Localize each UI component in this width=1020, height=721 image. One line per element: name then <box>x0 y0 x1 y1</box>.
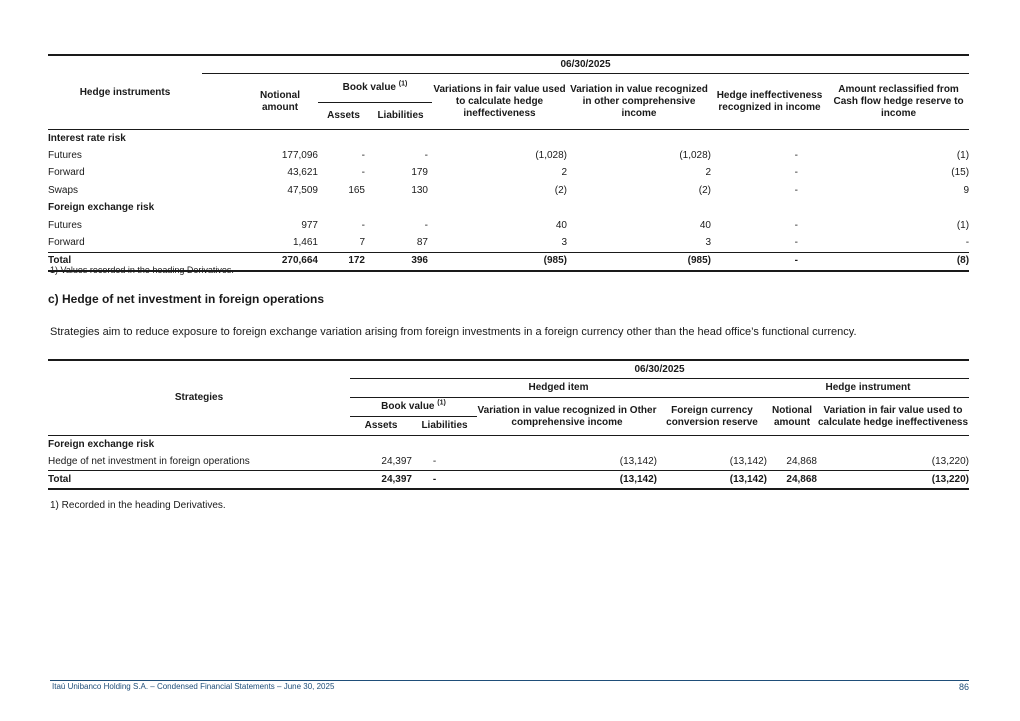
cell-assets: 7 <box>359 237 365 249</box>
header-date-2: 06/30/2025 <box>350 360 969 379</box>
cell-reclassified: 9 <box>963 184 970 196</box>
cell-variation-fv: (1,028) <box>535 150 567 162</box>
section-row <box>48 200 969 217</box>
cell-notional: 47,509 <box>287 184 318 196</box>
table-row <box>48 234 969 252</box>
hedge-instruments-table <box>48 54 969 272</box>
total-liabilities: - <box>412 471 477 490</box>
cell-notional: 977 <box>301 219 318 231</box>
cell-ineffectiveness: - <box>794 237 798 249</box>
header-book-value-2: Book value $^{(1)}$ <box>350 398 477 417</box>
total-variation-oci: (985) <box>567 252 711 271</box>
row-label: Forward <box>48 237 85 249</box>
total-fx-reserve: (13,142) <box>657 471 767 490</box>
footer-text: Itaú Unibanco Holding S.A. – Condensed Financial Statements – June 30, 2025 <box>52 682 335 691</box>
section-row-fx-risk: Foreign exchange risk <box>48 438 155 450</box>
cell-variation-fv: 40 <box>555 219 567 231</box>
net-investment-hedge-table <box>48 359 969 490</box>
cell-reclassified: (1) <box>956 219 970 231</box>
cell-variation-oci: 3 <box>705 237 711 249</box>
section-description: Strategies aim to reduce exposure to foreign exchange variation arising from foreign investments in a foreign currency other than the head office’s functional currency. <box>50 326 857 338</box>
cell-variation-fv: 3 <box>561 237 567 249</box>
row-label: Hedge of net investment in foreign operations <box>48 455 250 467</box>
cell-notional: 1,461 <box>292 237 318 249</box>
cell-ineffectiveness: - <box>794 219 798 231</box>
table-row <box>48 453 969 471</box>
cell-reclassified: (15) <box>951 167 970 179</box>
page-number: 86 <box>958 682 969 692</box>
cell-variation-oci: 40 <box>699 219 711 231</box>
header-variation-oci-2: Variation in value recognized in Other comprehensive income <box>477 398 657 436</box>
cell-variation-oci: (13,142) <box>619 455 657 467</box>
cell-liabilities: 87 <box>416 237 428 249</box>
header-variation-oci: Variation in value recognized in other comprehensive income <box>567 74 711 130</box>
table-row <box>48 182 969 199</box>
cell-liabilities: 179 <box>411 167 428 179</box>
total-ineffectiveness: - <box>711 252 828 271</box>
row-label: Futures <box>48 150 82 162</box>
cell-ineffectiveness: - <box>794 184 798 196</box>
cell-liabilities: 130 <box>411 184 428 196</box>
total-row <box>48 471 969 490</box>
header-strategies: Strategies <box>48 360 350 436</box>
cell-notional: 177,096 <box>281 150 318 162</box>
table-row <box>48 165 969 182</box>
row-label: Swaps <box>48 184 79 196</box>
header-hedged-item: Hedged item <box>350 379 767 398</box>
cell-variation-fv: 2 <box>561 167 567 179</box>
cell-assets: - <box>361 150 365 162</box>
cell-variation-fv: (2) <box>554 184 567 196</box>
total-assets: 172 <box>318 252 369 271</box>
table-row <box>48 217 969 234</box>
header-reclassified: Amount reclassified from Cash flow hedge reserve to income <box>828 74 969 130</box>
total-variation-oci: (13,142) <box>477 471 657 490</box>
cell-ineffectiveness: - <box>794 167 798 179</box>
header-assets-2: Assets <box>350 417 412 436</box>
footer-divider <box>50 680 969 681</box>
total-label: Total <box>48 471 350 490</box>
section-label: Foreign exchange risk <box>48 202 155 214</box>
cell-liabilities: - <box>424 219 428 231</box>
header-assets: Assets <box>318 103 369 130</box>
section-label: Interest rate risk <box>48 132 126 144</box>
header-fx-reserve: Foreign currency conversion reserve <box>657 398 767 436</box>
hedge-instruments-body <box>48 130 969 271</box>
row-label: Forward <box>48 167 85 179</box>
cell-reclassified: (1) <box>956 150 970 162</box>
cell-ineffectiveness: - <box>794 150 798 162</box>
cell-assets: 24,397 <box>381 455 412 467</box>
header-date: 06/30/2025 <box>202 55 969 74</box>
header-variation-fv-2: Variation in fair value used to calculate hedge ineffectiveness <box>817 398 969 436</box>
header-notional-2: Notional amount <box>767 398 817 436</box>
cell-variation-oci: (2) <box>698 184 711 196</box>
header-liabilities-2: Liabilities <box>412 417 477 436</box>
cell-assets: 165 <box>348 184 365 196</box>
table1-footnote: 1) Values recorded in the heading Derivatives. <box>50 265 234 275</box>
total-notional: 24,868 <box>767 471 817 490</box>
cell-notional: 24,868 <box>786 455 817 467</box>
cell-assets: - <box>361 167 365 179</box>
header-book-value: Book value $^{(1)}$ <box>318 74 432 103</box>
header-liabilities: Liabilities <box>369 103 432 130</box>
cell-fx-reserve: (13,142) <box>729 455 767 467</box>
cell-liabilities: - <box>424 150 428 162</box>
cell-reclassified: - <box>965 237 970 249</box>
total-notional: 270,664 <box>202 252 318 271</box>
cell-variation-oci: 2 <box>705 167 711 179</box>
header-hedge-instruments: Hedge instruments <box>48 55 202 130</box>
header-ineffectiveness: Hedge ineffectiveness recognized in income <box>711 74 828 130</box>
cell-assets: - <box>361 219 365 231</box>
cell-liabilities: - <box>432 455 437 467</box>
row-label: Futures <box>48 219 82 231</box>
cell-variation-oci: (1,028) <box>679 150 711 162</box>
table-row <box>48 147 969 164</box>
total-assets: 24,397 <box>350 471 412 490</box>
header-notional: Notional amount <box>202 74 318 130</box>
header-hedge-instrument: Hedge instrument <box>767 379 969 398</box>
total-liabilities: 396 <box>369 252 432 271</box>
total-label: Total <box>48 252 202 271</box>
table2-footnote: 1) Recorded in the heading Derivatives. <box>50 500 226 511</box>
header-variations-fair-value: Variations in fair value used to calculate hedge ineffectiveness <box>432 74 567 130</box>
total-reclassified: (8) <box>828 252 969 271</box>
cell-variation-fv: (13,220) <box>931 455 969 467</box>
total-variation-fv: (13,220) <box>817 471 969 490</box>
total-variation-fv: (985) <box>432 252 567 271</box>
cell-notional: 43,621 <box>287 167 318 179</box>
section-title: c) Hedge of net investment in foreign operations <box>48 292 325 306</box>
section-row <box>48 130 969 148</box>
